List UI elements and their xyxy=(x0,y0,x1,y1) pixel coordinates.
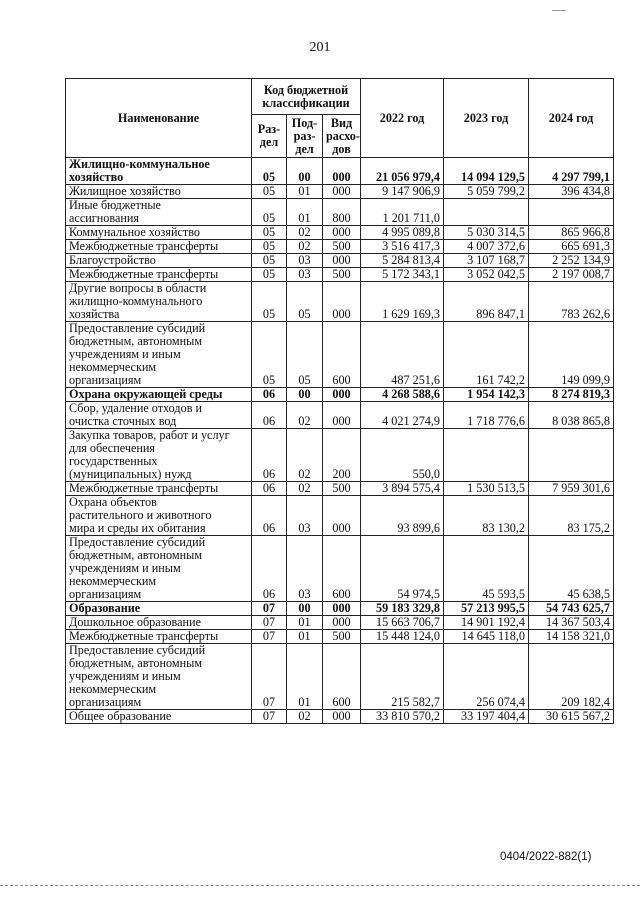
row-value-2024 xyxy=(529,199,614,226)
row-value-2022: 4 268 588,6 xyxy=(361,388,444,402)
header-2022: 2022 год xyxy=(361,79,444,158)
row-value-2023: 14 901 192,4 xyxy=(444,616,529,630)
table-body xyxy=(66,158,614,724)
table-row xyxy=(66,429,614,482)
row-value-2023: 256 074,4 xyxy=(444,644,529,710)
row-value-2024 xyxy=(529,429,614,482)
row-razdel: 05 xyxy=(252,226,287,240)
row-name: Благоустройство xyxy=(66,254,252,268)
row-name: Иные бюджетные ассигнования xyxy=(66,199,252,226)
row-name: Другие вопросы в области жилищно-коммунального хозяйства xyxy=(66,282,252,322)
row-razdel: 06 xyxy=(252,496,287,536)
header-2024: 2024 год xyxy=(529,79,614,158)
row-value-2024: 83 175,2 xyxy=(529,496,614,536)
row-value-2023: 5 059 799,2 xyxy=(444,185,529,199)
header-podrazdel: Под- раз- дел xyxy=(287,115,323,158)
row-name: Жилищно-коммунальное хозяйство xyxy=(66,158,252,185)
row-value-2022: 21 056 979,4 xyxy=(361,158,444,185)
row-value-2024: 665 691,3 xyxy=(529,240,614,254)
row-podrazdel: 02 xyxy=(287,482,323,496)
table-row xyxy=(66,254,614,268)
row-vid: 000 xyxy=(323,710,361,724)
row-vid: 500 xyxy=(323,482,361,496)
row-podrazdel: 00 xyxy=(287,602,323,616)
row-value-2024: 14 158 321,0 xyxy=(529,630,614,644)
row-vid: 800 xyxy=(323,199,361,226)
budget-table xyxy=(65,78,614,724)
row-vid: 000 xyxy=(323,402,361,429)
row-podrazdel: 03 xyxy=(287,536,323,602)
table-row xyxy=(66,282,614,322)
table-row xyxy=(66,402,614,429)
row-value-2023: 3 107 168,7 xyxy=(444,254,529,268)
row-value-2023: 83 130,2 xyxy=(444,496,529,536)
table-row xyxy=(66,710,614,724)
row-name: Межбюджетные трансферты xyxy=(66,482,252,496)
row-vid: 000 xyxy=(323,226,361,240)
row-razdel: 06 xyxy=(252,388,287,402)
row-name: Сбор, удаление отходов и очистка сточных вод xyxy=(66,402,252,429)
row-value-2022: 5 172 343,1 xyxy=(361,268,444,282)
scan-artifact-mark xyxy=(552,10,566,11)
row-value-2024: 149 099,9 xyxy=(529,322,614,388)
row-razdel: 06 xyxy=(252,429,287,482)
row-razdel: 05 xyxy=(252,158,287,185)
row-razdel: 06 xyxy=(252,482,287,496)
row-value-2022: 3 516 417,3 xyxy=(361,240,444,254)
row-value-2023: 1 530 513,5 xyxy=(444,482,529,496)
row-podrazdel: 03 xyxy=(287,268,323,282)
row-name: Предоставление субсидий бюджетным, автономным учреждениям и иным некоммерческим организациям xyxy=(66,322,252,388)
row-vid: 500 xyxy=(323,630,361,644)
row-name: Общее образование xyxy=(66,710,252,724)
table-row xyxy=(66,240,614,254)
row-value-2023: 14 645 118,0 xyxy=(444,630,529,644)
row-value-2024: 865 966,8 xyxy=(529,226,614,240)
table-row xyxy=(66,199,614,226)
row-name: Предоставление субсидий бюджетным, автономным учреждениям и иным некоммерческим организациям xyxy=(66,536,252,602)
row-vid: 000 xyxy=(323,185,361,199)
row-value-2024: 8 274 819,3 xyxy=(529,388,614,402)
row-podrazdel: 00 xyxy=(287,388,323,402)
row-podrazdel: 01 xyxy=(287,630,323,644)
row-value-2022: 4 995 089,8 xyxy=(361,226,444,240)
row-razdel: 05 xyxy=(252,185,287,199)
table-row xyxy=(66,185,614,199)
row-podrazdel: 01 xyxy=(287,644,323,710)
row-value-2024: 2 252 134,9 xyxy=(529,254,614,268)
row-value-2023: 1 718 776,6 xyxy=(444,402,529,429)
row-name: Предоставление субсидий бюджетным, автономным учреждениям и иным некоммерческим организациям xyxy=(66,644,252,710)
row-value-2023: 161 742,2 xyxy=(444,322,529,388)
row-vid: 000 xyxy=(323,158,361,185)
row-vid: 600 xyxy=(323,536,361,602)
row-value-2023: 45 593,5 xyxy=(444,536,529,602)
table-row xyxy=(66,388,614,402)
row-value-2024: 209 182,4 xyxy=(529,644,614,710)
table-row xyxy=(66,630,614,644)
row-value-2024: 7 959 301,6 xyxy=(529,482,614,496)
row-name: Межбюджетные трансферты xyxy=(66,268,252,282)
row-value-2024: 45 638,5 xyxy=(529,536,614,602)
row-podrazdel: 05 xyxy=(287,282,323,322)
row-razdel: 05 xyxy=(252,322,287,388)
row-value-2022: 487 251,6 xyxy=(361,322,444,388)
row-podrazdel: 02 xyxy=(287,226,323,240)
row-name: Межбюджетные трансферты xyxy=(66,630,252,644)
row-podrazdel: 02 xyxy=(287,429,323,482)
row-value-2024: 2 197 008,7 xyxy=(529,268,614,282)
table-row xyxy=(66,226,614,240)
row-value-2023: 896 847,1 xyxy=(444,282,529,322)
row-value-2024: 30 615 567,2 xyxy=(529,710,614,724)
row-podrazdel: 01 xyxy=(287,185,323,199)
row-value-2024: 783 262,6 xyxy=(529,282,614,322)
row-name: Охрана объектов растительного и животного мира и среды их обитания xyxy=(66,496,252,536)
row-vid: 600 xyxy=(323,644,361,710)
header-name: Наименование xyxy=(66,79,252,158)
document-number: 0404/2022-882(1) xyxy=(500,851,592,863)
row-vid: 000 xyxy=(323,388,361,402)
row-value-2024: 4 297 799,1 xyxy=(529,158,614,185)
row-vid: 200 xyxy=(323,429,361,482)
row-podrazdel: 01 xyxy=(287,199,323,226)
row-razdel: 07 xyxy=(252,616,287,630)
row-value-2022: 15 448 124,0 xyxy=(361,630,444,644)
row-razdel: 05 xyxy=(252,240,287,254)
row-vid: 500 xyxy=(323,268,361,282)
row-value-2023: 57 213 995,5 xyxy=(444,602,529,616)
row-name: Дошкольное образование xyxy=(66,616,252,630)
row-value-2023: 33 197 404,4 xyxy=(444,710,529,724)
page-number: 201 xyxy=(309,40,331,55)
table-row xyxy=(66,536,614,602)
table-row xyxy=(66,322,614,388)
row-razdel: 06 xyxy=(252,536,287,602)
row-value-2022: 9 147 906,9 xyxy=(361,185,444,199)
table-row xyxy=(66,482,614,496)
row-value-2024: 396 434,8 xyxy=(529,185,614,199)
row-podrazdel: 02 xyxy=(287,402,323,429)
row-vid: 600 xyxy=(323,322,361,388)
row-podrazdel: 00 xyxy=(287,158,323,185)
row-razdel: 06 xyxy=(252,402,287,429)
table-row xyxy=(66,496,614,536)
row-name: Межбюджетные трансферты xyxy=(66,240,252,254)
row-razdel: 05 xyxy=(252,282,287,322)
row-name: Жилищное хозяйство xyxy=(66,185,252,199)
row-value-2024: 8 038 865,8 xyxy=(529,402,614,429)
row-value-2024: 54 743 625,7 xyxy=(529,602,614,616)
row-value-2022: 59 183 329,8 xyxy=(361,602,444,616)
row-razdel: 07 xyxy=(252,630,287,644)
row-value-2023: 3 052 042,5 xyxy=(444,268,529,282)
row-razdel: 07 xyxy=(252,602,287,616)
row-value-2022: 215 582,7 xyxy=(361,644,444,710)
row-value-2024: 14 367 503,4 xyxy=(529,616,614,630)
table-row xyxy=(66,602,614,616)
row-value-2023: 4 007 372,6 xyxy=(444,240,529,254)
row-value-2022: 1 201 711,0 xyxy=(361,199,444,226)
row-podrazdel: 05 xyxy=(287,322,323,388)
row-podrazdel: 03 xyxy=(287,254,323,268)
row-name: Коммунальное хозяйство xyxy=(66,226,252,240)
row-name: Закупка товаров, работ и услуг для обеспечения государственных (муниципальных) нужд xyxy=(66,429,252,482)
row-vid: 000 xyxy=(323,602,361,616)
header-vid: Вид расхо- дов xyxy=(323,115,361,158)
row-value-2022: 5 284 813,4 xyxy=(361,254,444,268)
row-value-2022: 550,0 xyxy=(361,429,444,482)
row-value-2022: 4 021 274,9 xyxy=(361,402,444,429)
row-vid: 000 xyxy=(323,254,361,268)
row-name: Образование xyxy=(66,602,252,616)
table-row xyxy=(66,644,614,710)
row-razdel: 07 xyxy=(252,710,287,724)
row-vid: 000 xyxy=(323,282,361,322)
row-value-2023: 5 030 314,5 xyxy=(444,226,529,240)
header-2023: 2023 год xyxy=(444,79,529,158)
row-podrazdel: 02 xyxy=(287,710,323,724)
row-name: Охрана окружающей среды xyxy=(66,388,252,402)
row-podrazdel: 03 xyxy=(287,496,323,536)
row-value-2022: 3 894 575,4 xyxy=(361,482,444,496)
header-code-group: Код бюджетной классификации xyxy=(252,79,361,115)
row-value-2022: 1 629 169,3 xyxy=(361,282,444,322)
row-razdel: 07 xyxy=(252,644,287,710)
row-vid: 500 xyxy=(323,240,361,254)
footer-divider xyxy=(0,885,640,887)
table-row xyxy=(66,158,614,185)
row-value-2022: 33 810 570,2 xyxy=(361,710,444,724)
row-vid: 000 xyxy=(323,616,361,630)
header-razdel: Раз- дел xyxy=(252,115,287,158)
row-razdel: 05 xyxy=(252,268,287,282)
row-value-2022: 15 663 706,7 xyxy=(361,616,444,630)
row-value-2023: 14 094 129,5 xyxy=(444,158,529,185)
row-vid: 000 xyxy=(323,496,361,536)
table-row xyxy=(66,616,614,630)
row-value-2022: 54 974,5 xyxy=(361,536,444,602)
row-razdel: 05 xyxy=(252,254,287,268)
row-podrazdel: 01 xyxy=(287,616,323,630)
row-value-2023 xyxy=(444,429,529,482)
row-value-2023 xyxy=(444,199,529,226)
row-value-2022: 93 899,6 xyxy=(361,496,444,536)
row-value-2023: 1 954 142,3 xyxy=(444,388,529,402)
row-podrazdel: 02 xyxy=(287,240,323,254)
row-razdel: 05 xyxy=(252,199,287,226)
table-row xyxy=(66,268,614,282)
